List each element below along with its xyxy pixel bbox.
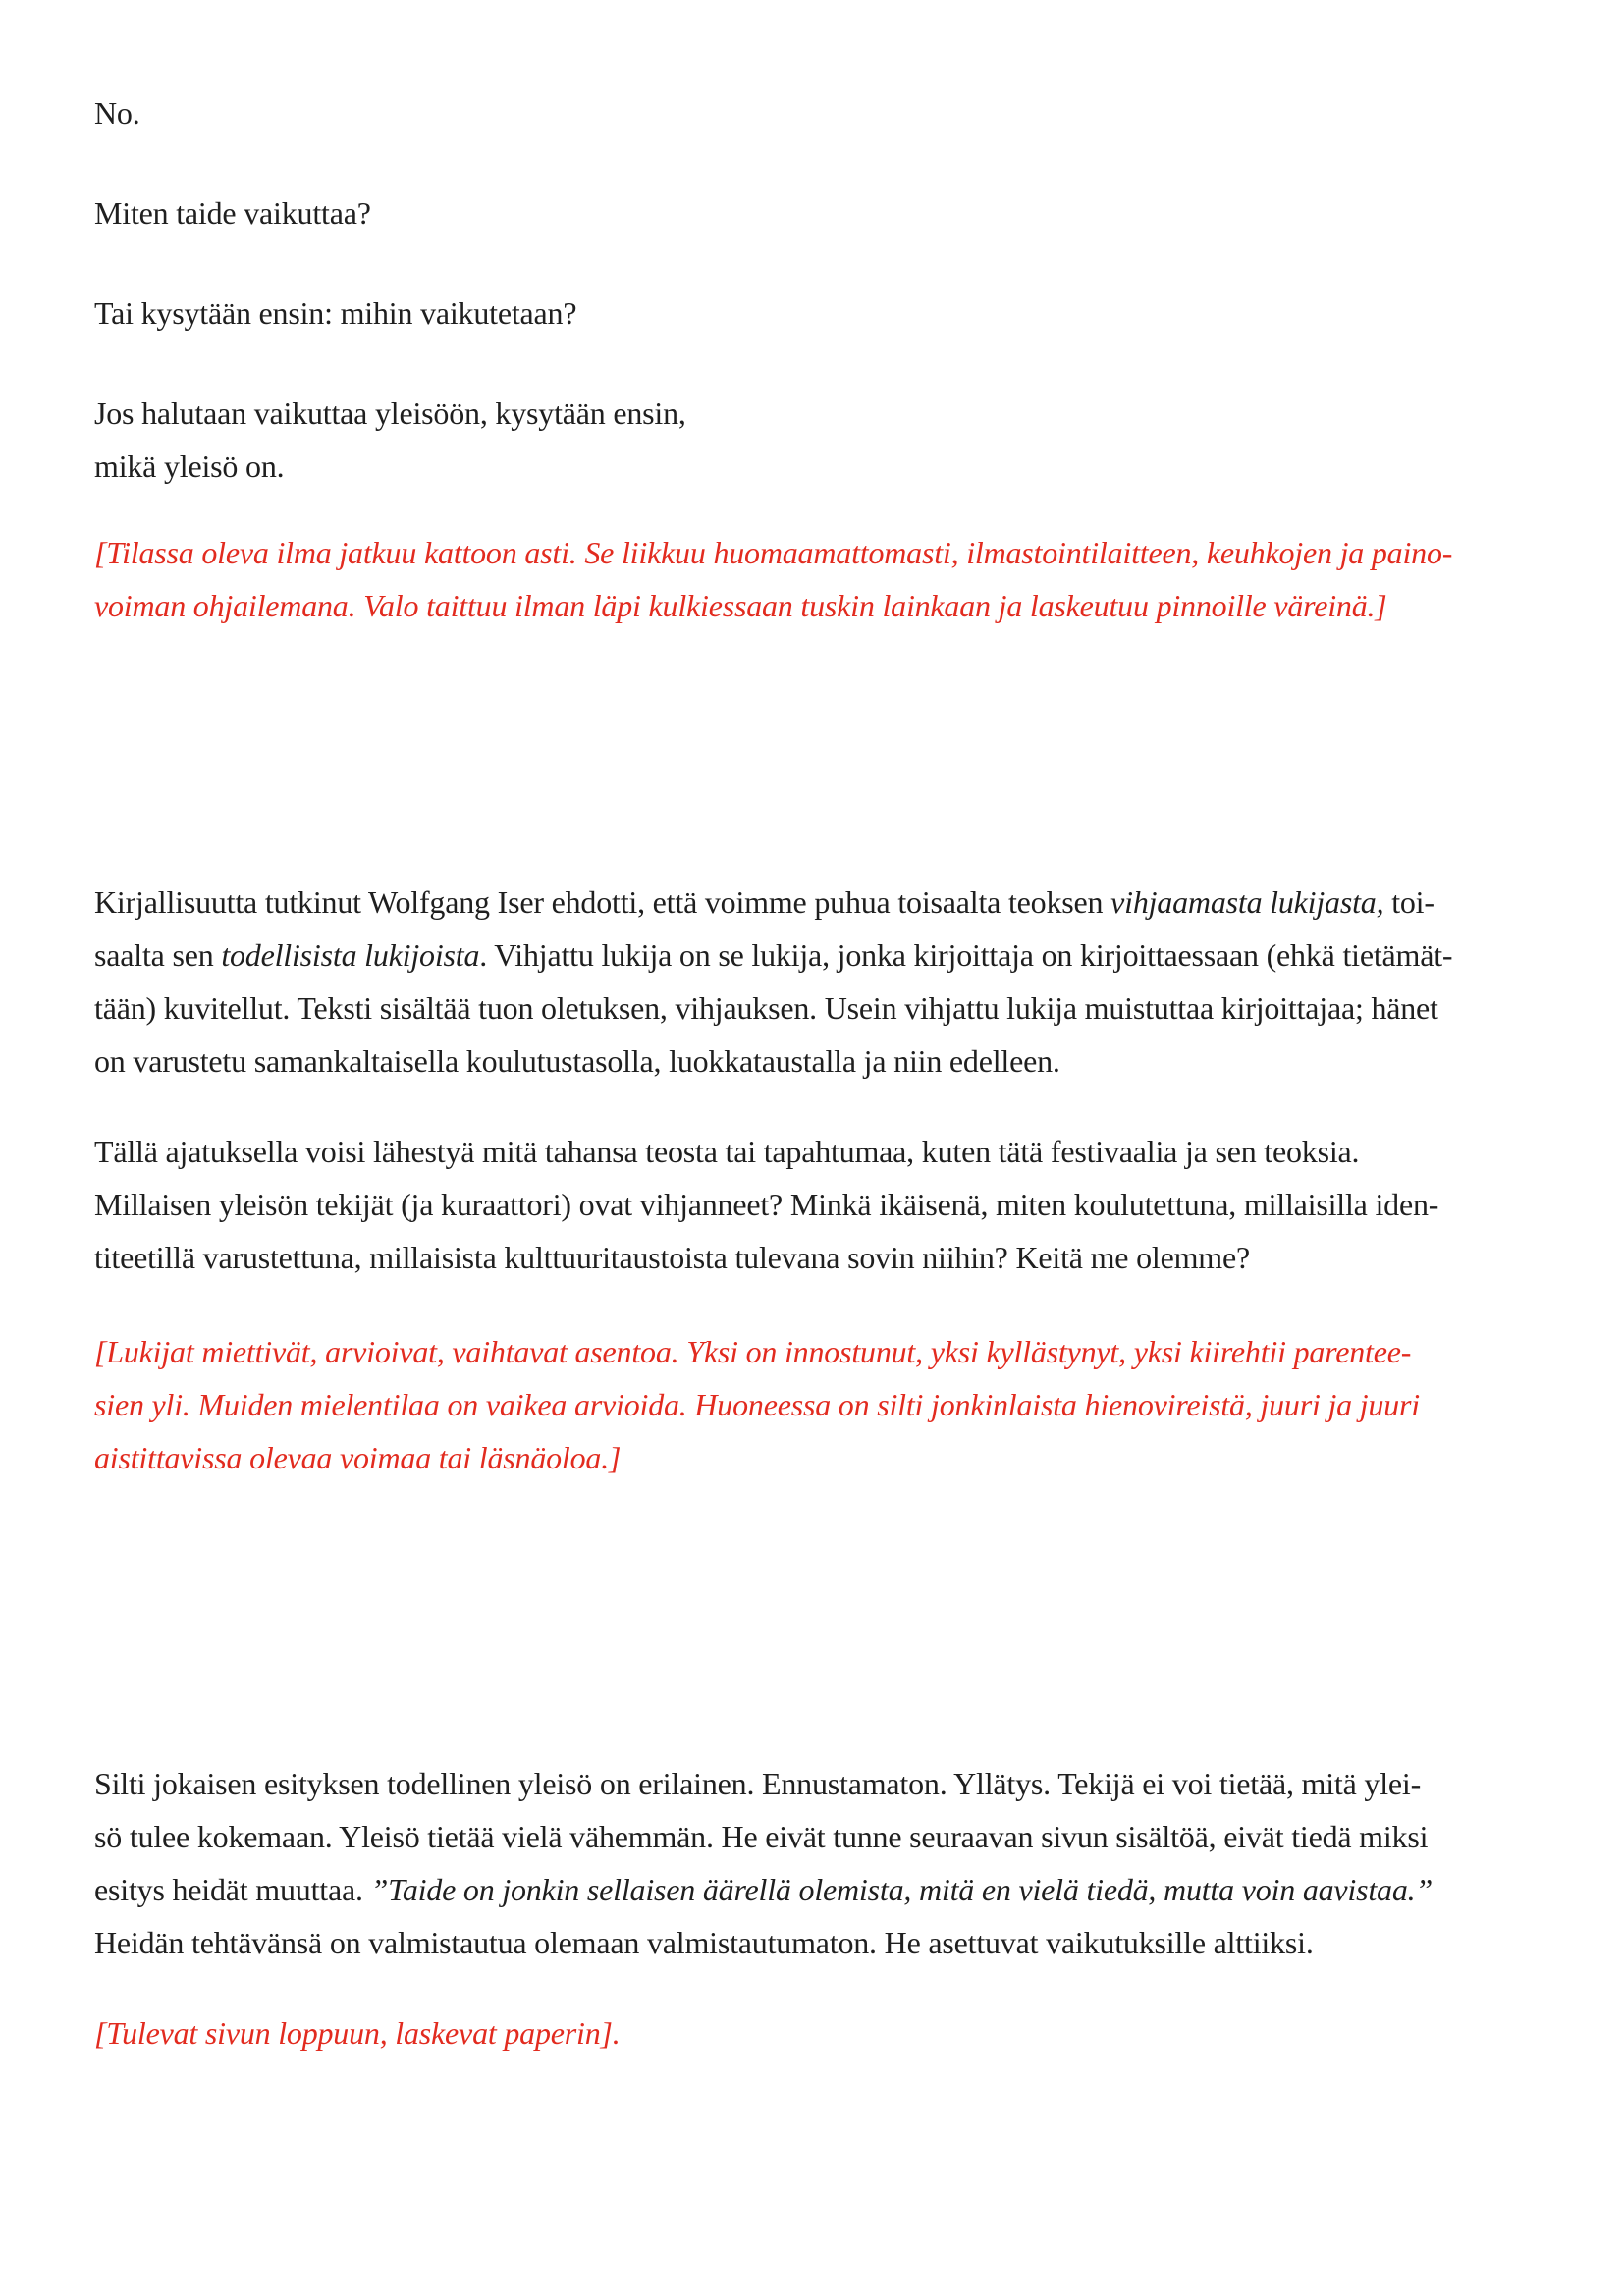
stage-note-readers-line-1: [Lukijat miettivät, arvioivat, vaihtavat asentoa. Yksi on innostunut, yksi kyllästynyt, yksi kiirehtii parentee- bbox=[94, 1334, 1412, 1369]
paragraph-real-audience-line-2: sö tulee kokemaan. Yleisö tietää vielä vähemmän. He eivät tunne seuraavan sivun sisältöä, eivät tiedä miksi bbox=[94, 1819, 1429, 1854]
text-run-italic-quote: ”Taide on jonkin sellaisen äärellä olemista, mitä en vielä tiedä, mutta voin aavistaa.” bbox=[370, 1872, 1434, 1907]
paragraph-festival-line-1: Tällä ajatuksella voisi lähestyä mitä tahansa teosta tai tapahtumaa, kuten tätä festivaalia ja sen teoksia. bbox=[94, 1134, 1360, 1169]
text-run-italic: todellisista lukijoista bbox=[221, 937, 480, 973]
stage-note-end-of-page-line-1: [Tulevat sivun loppuun, laskevat paperin]. bbox=[94, 2015, 621, 2051]
stage-note-readers-line-2: sien yli. Muiden mielentilaa on vaikea arvioida. Huoneessa on silti jonkinlaista hienovireistä, juuri ja juuri bbox=[94, 1387, 1420, 1422]
text-run-italic: vihjaamasta lukijasta, bbox=[1110, 884, 1384, 920]
intro-paragraph bbox=[94, 387, 1565, 493]
stage-note-air-line-1: [Tilassa oleva ilma jatkuu kattoon asti. Se liikkuu huomaamattomasti, ilmastointilaitteen, keuhkojen ja paino- bbox=[94, 535, 1453, 570]
paragraph-wolfgang-iser-line-3: tään) kuvitellut. Teksti sisältää tuon oletuksen, vihjauksen. Usein vihjattu lukija muistuttaa kirjoittajaa; hänet bbox=[94, 990, 1438, 1026]
stage-note-readers-line-3: aistittavissa olevaa voimaa tai läsnäoloa.] bbox=[94, 1440, 622, 1475]
stage-note-readers bbox=[94, 1325, 1565, 1484]
paragraph-real-audience-line-3 bbox=[94, 1863, 1565, 1916]
text-run: Kirjallisuutta tutkinut Wolfgang Iser ehdotti, että voimme puhua toisaalta teoksen bbox=[94, 884, 1111, 920]
paragraph-festival bbox=[94, 1125, 1565, 1284]
text-run: esitys heidät muuttaa. bbox=[94, 1872, 371, 1907]
paragraph-wolfgang-iser-line-2 bbox=[94, 929, 1565, 982]
intro-question-2: Tai kysytään ensin: mihin vaikutetaan? bbox=[94, 295, 577, 331]
stage-note-air bbox=[94, 526, 1565, 632]
paragraph-wolfgang-iser-line-1 bbox=[94, 876, 1565, 929]
intro-paragraph-line-1: Jos halutaan vaikuttaa yleisöön, kysytään ensin, bbox=[94, 396, 686, 431]
intro-paragraph-line-2: mikä yleisö on. bbox=[94, 449, 285, 484]
paragraph-festival-line-3: titeetillä varustettuna, millaisista kulttuuritaustoista tulevana sovin niihin? Keitä me olemme? bbox=[94, 1240, 1250, 1275]
stage-note-end-of-page bbox=[94, 2006, 1565, 2059]
intro-line-no: No. bbox=[94, 95, 140, 131]
text-run: . Vihjattu lukija on se lukija, jonka kirjoittaja on kirjoittaessaan (ehkä tietämät- bbox=[479, 937, 1453, 973]
paragraph-real-audience bbox=[94, 1757, 1565, 1969]
intro-question-1: Miten taide vaikuttaa? bbox=[94, 195, 371, 231]
paragraph-festival-line-2: Millaisen yleisön tekijät (ja kuraattori) ovat vihjanneet? Minkä ikäisenä, miten koulutettuna, millaisilla iden- bbox=[94, 1187, 1439, 1222]
paragraph-real-audience-line-1: Silti jokaisen esityksen todellinen yleisö on erilainen. Ennustamaton. Yllätys. Tekijä ei voi tietää, mitä ylei- bbox=[94, 1766, 1422, 1801]
text-run: toi- bbox=[1383, 884, 1435, 920]
paragraph-wolfgang-iser-line-4: on varustetu samankaltaisella koulutustasolla, luokkataustalla ja niin edelleen. bbox=[94, 1043, 1060, 1079]
paragraph-wolfgang-iser bbox=[94, 876, 1565, 1088]
stage-note-air-line-2: voiman ohjailemana. Valo taittuu ilman läpi kulkiessaan tuskin lainkaan ja laskeutuu pinnoille väreinä.] bbox=[94, 588, 1387, 623]
text-run: saalta sen bbox=[94, 937, 222, 973]
paragraph-real-audience-line-4: Heidän tehtävänsä on valmistautua olemaan valmistautumaton. He asettuvat vaikutuksille alttiiksi. bbox=[94, 1925, 1314, 1960]
